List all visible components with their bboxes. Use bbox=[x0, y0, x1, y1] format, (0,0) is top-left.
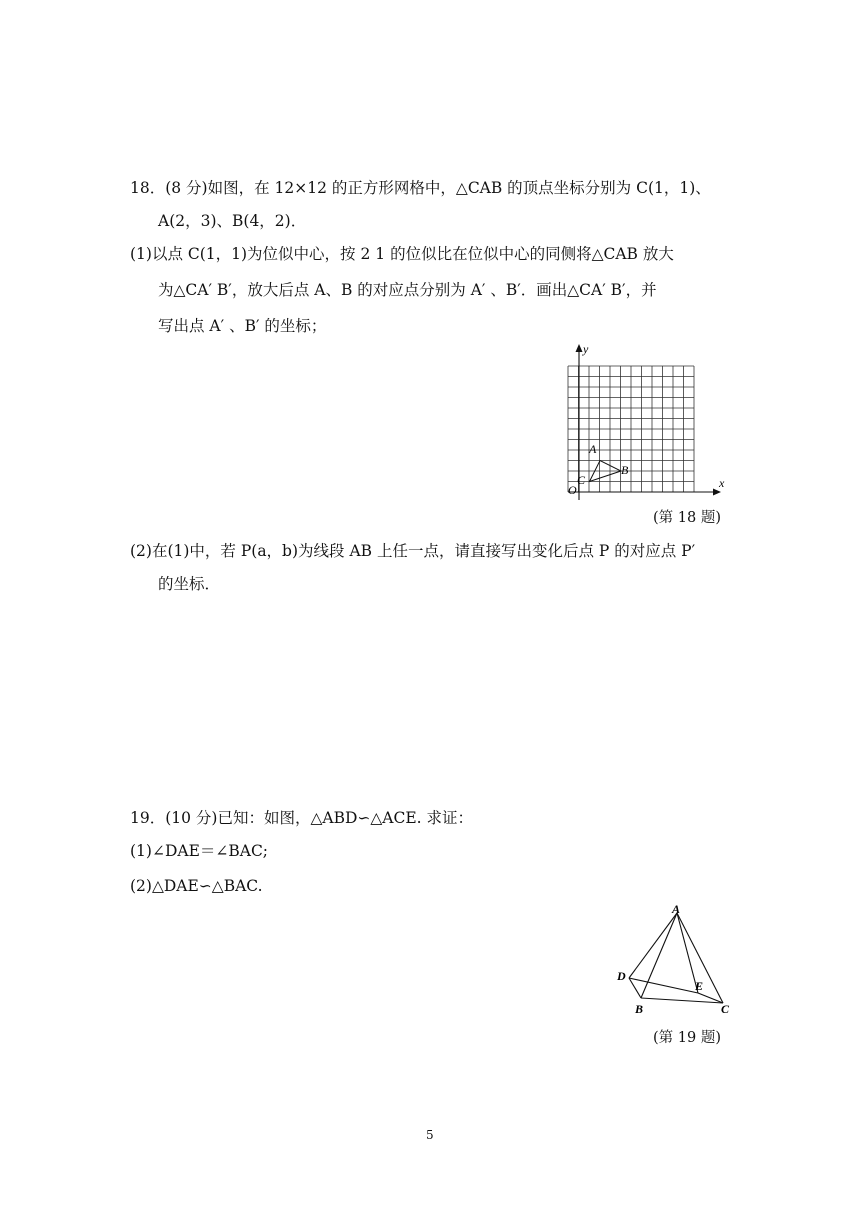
grid-lines bbox=[568, 366, 694, 492]
segment-de bbox=[629, 978, 698, 993]
segment-bc bbox=[641, 998, 723, 1003]
point-a-label: A bbox=[589, 442, 597, 456]
q18-line-1: 18．(8 分)如图，在 12×12 的正方形网格中，△CAB 的顶点坐标分别为 C(1，1)、 bbox=[130, 179, 711, 197]
page-number: 5 bbox=[426, 1128, 434, 1142]
segment-ab bbox=[641, 913, 677, 998]
q18-line-4: 为△CA′ B′，放大后点 A、B 的对应点分别为 A′ 、B′．画出△CA′ B′，并 bbox=[158, 281, 657, 299]
q18-part2-line-2: 的坐标． bbox=[158, 575, 221, 593]
point-c-label: C bbox=[577, 473, 586, 487]
q18-coordinate-grid-figure bbox=[555, 340, 735, 500]
label-b: B bbox=[635, 1002, 644, 1016]
segment-ad bbox=[629, 913, 677, 978]
x-axis-label: x bbox=[719, 476, 725, 490]
point-b-label: B bbox=[621, 463, 629, 477]
y-axis-arrow bbox=[576, 344, 583, 352]
q18-line-5: 写出点 A′ 、B′ 的坐标； bbox=[158, 317, 327, 335]
q19-triangle-figure bbox=[608, 898, 738, 1023]
label-d: D bbox=[617, 969, 626, 983]
q19-line-2: (1)∠DAE＝∠BAC; bbox=[130, 842, 269, 860]
q19-figure-caption: (第 19 题) bbox=[653, 1030, 721, 1046]
label-c: C bbox=[721, 1002, 730, 1016]
label-e: E bbox=[695, 979, 704, 993]
q18-part2-line-1: (2)在(1)中，若 P(a，b)为线段 AB 上任一点，请直接写出变化后点 P 的对应点 P′ bbox=[130, 542, 696, 560]
y-axis-label: y bbox=[583, 342, 589, 356]
q18-line-2: A(2，3)、B(4，2)． bbox=[158, 212, 307, 230]
segment-db bbox=[629, 978, 641, 998]
q18-figure-caption: (第 18 题) bbox=[653, 510, 721, 526]
label-a: A bbox=[672, 902, 681, 916]
q19-line-3: (2)△DAE∽△BAC. bbox=[130, 877, 263, 895]
q19-line-1: 19．(10 分)已知：如图，△ABD∽△ACE. 求证： bbox=[130, 809, 474, 827]
origin-label: O bbox=[568, 483, 577, 497]
q18-line-3: (1)以点 C(1，1)为位似中心，按 2 1 的位似比在位似中心的同侧将△CAB 放大 bbox=[130, 245, 674, 263]
